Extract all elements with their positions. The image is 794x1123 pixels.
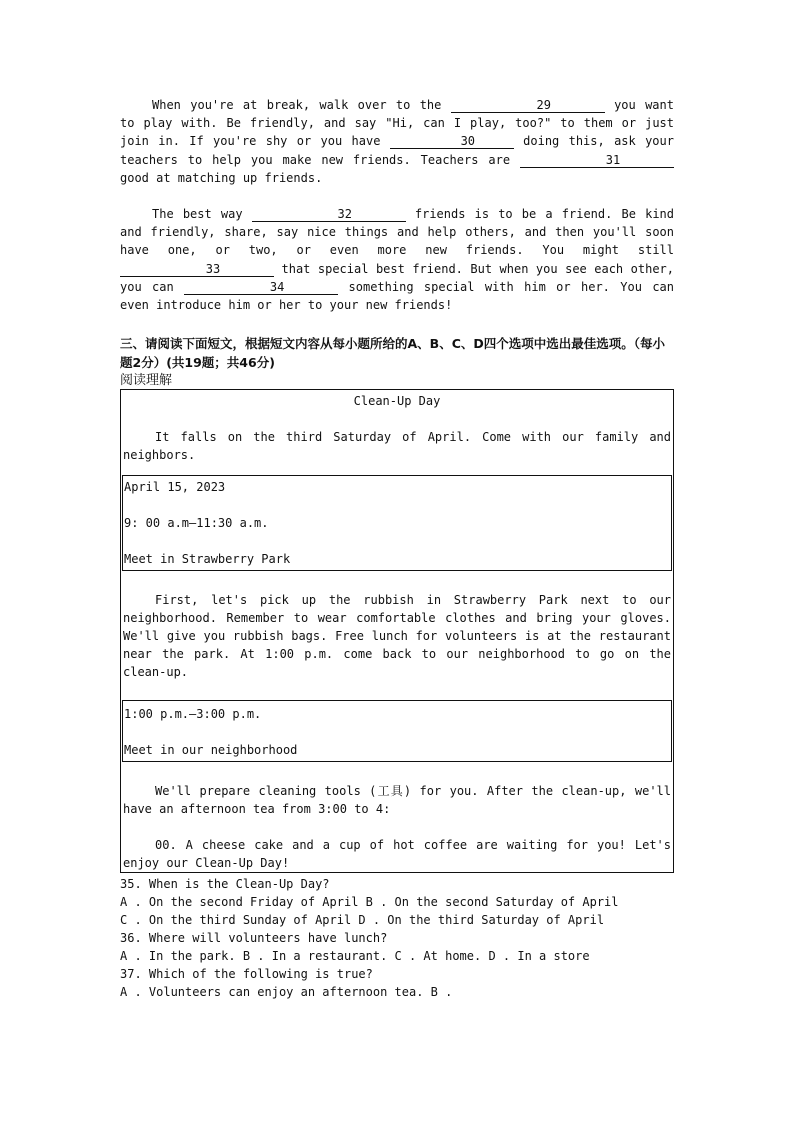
notice-box bbox=[120, 389, 674, 873]
question-37-options[interactable]: A . Volunteers can enjoy an afternoon tea. B . bbox=[120, 985, 453, 1000]
cloze-text: doing this, ask your teachers to help you make new friends. Teachers are bbox=[120, 134, 674, 167]
question-37-stem: 37. Which of the following is true? bbox=[120, 967, 373, 982]
cloze-text: friends is to be a friend. Be kind and friendly, share, say nice things and help others, and then you'll soon have one, or two, or even more new friends. You might still bbox=[120, 207, 674, 258]
question-35-stem: 35. When is the Clean-Up Day? bbox=[120, 877, 330, 892]
question-35-options-ab[interactable]: A . On the second Friday of April B . On the second Saturday of April bbox=[120, 895, 619, 910]
cloze-text: something special with him or her. You can even introduce him or her to your new friends! bbox=[120, 279, 675, 313]
event-time-morning: 9: 00 a.m—11:30 a.m. bbox=[124, 515, 269, 530]
worksheet-page bbox=[120, 96, 674, 1001]
event-time-afternoon: 1:00 p.m.—3:00 p.m. bbox=[124, 706, 262, 721]
section-subheading: 阅读理解 bbox=[120, 373, 173, 389]
cloze-text: you want to play with. Be friendly, and say "Hi, can I play, too?" to them or just join in. If you're shy or you have bbox=[120, 98, 674, 149]
schedule-box-morning bbox=[122, 475, 672, 571]
cloze-paragraph-1 bbox=[120, 96, 674, 187]
notice-paragraph-2b: 00. A cheese cake and a cup of hot coffee are waiting for you! Let's enjoy our Clean-Up Day! bbox=[123, 838, 671, 871]
question-35-options-cd[interactable]: C . On the third Sunday of April D . On the third Saturday of April bbox=[120, 913, 605, 928]
event-place-morning: Meet in Strawberry Park bbox=[124, 551, 291, 566]
answer-blank-31[interactable]: 31 bbox=[520, 153, 674, 168]
notice-paragraph-1: First, let's pick up the rubbish in Strawberry Park next to our neighborhood. Remember to wear comfortable clothes and bring your gloves. We'll give you rubbish bags. Free lunch for volunteers is at the restaurant near the park. At 1:00 p.m. come back to our neighborhood to go on the clean-up. bbox=[123, 592, 671, 680]
question-36-options[interactable]: A . In the park. B . In a restaurant. C . At home. D . In a store bbox=[120, 949, 590, 964]
answer-blank-29[interactable]: 29 bbox=[451, 98, 605, 113]
question-36-stem: 36. Where will volunteers have lunch? bbox=[120, 931, 388, 946]
notice-paragraph-2a: We'll prepare cleaning tools (工具) for you. After the clean-up, we'll have an afternoon tea from 3:00 to 4: bbox=[123, 783, 671, 816]
event-date: April 15, 2023 bbox=[124, 479, 226, 494]
answer-blank-34[interactable]: 34 bbox=[184, 280, 338, 295]
notice-title: Clean-Up Day bbox=[353, 394, 441, 409]
cloze-text: good at matching up friends. bbox=[120, 170, 323, 185]
event-place-afternoon: Meet in our neighborhood bbox=[124, 742, 298, 757]
cloze-text: The best way bbox=[152, 207, 243, 222]
question-list bbox=[120, 875, 674, 1001]
schedule-box-afternoon bbox=[122, 700, 672, 762]
section-heading: 三、请阅读下面短文，根据短文内容从每小题所给的A、B、C、D四个选项中选出最佳选项。（每小题2分）(共19题；共46分) bbox=[120, 336, 666, 371]
cloze-text: When you're at break, walk over to the bbox=[152, 98, 442, 112]
answer-blank-32[interactable]: 32 bbox=[252, 207, 406, 222]
cloze-paragraph-2 bbox=[120, 205, 674, 314]
cloze-text: that special best friend. But when you see each other, you can bbox=[120, 261, 674, 294]
notice-intro: It falls on the third Saturday of April. Come with our family and neighbors. bbox=[123, 430, 671, 463]
answer-blank-30[interactable]: 30 bbox=[390, 134, 514, 149]
answer-blank-33[interactable]: 33 bbox=[120, 262, 274, 277]
